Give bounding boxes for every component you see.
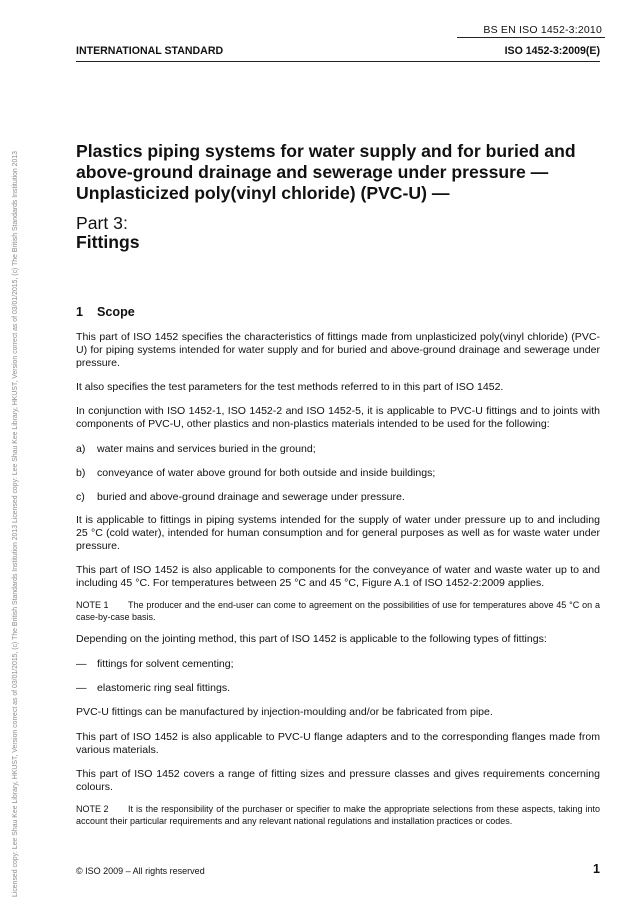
document-title [76, 141, 601, 204]
page-number: 1 [593, 862, 600, 876]
bs-standard-number: BS EN ISO 1452-3:2010 [483, 24, 602, 36]
dash-text: fittings for solvent cementing; [97, 658, 234, 670]
section-heading [76, 305, 135, 319]
list-text: buried and above-ground drainage and sewerage under pressure. [97, 491, 405, 503]
list-text: water mains and services buried in the ground; [97, 443, 316, 455]
dash-marker: — [76, 658, 87, 670]
paragraph-8: This part of ISO 1452 is also applicable to PVC-U flange adapters and to the corresponding flanges made from various materials. [76, 731, 600, 756]
dash-item-1 [76, 658, 600, 671]
copyright-footer: © ISO 2009 – All rights reserved [76, 866, 205, 876]
note-2 [76, 804, 600, 827]
license-watermark-text: Licensed copy: Lee Shau Kee Library, HKUST, Version correct as of 03/01/2015, (c) The British Standards Institution 2013 Licensed copy: Lee Shau Kee Library, HKUST, Version correct as of 03/01/2015, (c) The British Standards Institution 2013 [12, 150, 19, 897]
paragraph-9: This part of ISO 1452 covers a range of fitting sizes and pressure classes and gives requirements concerning colours. [76, 768, 600, 793]
note-text: It is the responsibility of the purchaser or specifier to make the appropriate selections from these aspects, taking into account their particular requirements and any relevant national regulations and installation practices or codes. [76, 804, 600, 826]
dash-item-2 [76, 682, 600, 695]
list-text: conveyance of water above ground for both outside and inside buildings; [97, 467, 436, 479]
standard-header-bar [76, 45, 600, 57]
paragraph-2: It also specifies the test parameters for the test methods referred to in this part of ISO 1452. [76, 381, 504, 393]
paragraph-1: This part of ISO 1452 specifies the characteristics of fittings made from unplasticized poly(vinyl chloride) (PVC-U) for piping systems intended for water supply and for buried and above-ground drainage and sewerage under pressure. [76, 331, 600, 369]
paragraph-4: It is applicable to fittings in piping systems intended for the supply of water under pressure up to and including 25 °C (cold water), intended for human consumption and for general purposes as well as for waste water under pressure. [76, 514, 600, 552]
note-text: The producer and the end-user can come to agreement on the possibilities of use for temperatures above 45 °C on a case-by-case basis. [76, 600, 600, 622]
paragraph-5: This part of ISO 1452 is also applicable to components for the conveyance of water and waste water up to and including 45 °C. For temperatures between 25 °C and 45 °C, Figure A.1 of ISO 1452-2:2009 applies. [76, 564, 600, 589]
list-marker: c) [76, 491, 85, 503]
iso-number: ISO 1452-3:2009(E) [504, 45, 600, 57]
note-label: NOTE 1 [76, 600, 109, 610]
part-label: Part 3: [76, 213, 128, 233]
standard-type: INTERNATIONAL STANDARD [76, 45, 224, 57]
note-label: NOTE 2 [76, 804, 109, 814]
part-name: Fittings [76, 232, 140, 252]
license-watermark [0, 0, 19, 903]
list-marker: a) [76, 443, 86, 455]
paragraph-6: Depending on the jointing method, this part of ISO 1452 is applicable to the following types of fittings: [76, 633, 547, 645]
paragraph-7: PVC-U fittings can be manufactured by injection-moulding and/or be fabricated from pipe. [76, 706, 493, 718]
section-number: 1 [76, 305, 84, 319]
title-line-1: Plastics piping systems for water supply and for buried and [76, 141, 576, 161]
standard-header-divider [76, 61, 600, 62]
list-marker: b) [76, 467, 86, 479]
paragraph-3: In conjunction with ISO 1452-1, ISO 1452-2 and ISO 1452-5, it is applicable to PVC-U fittings and to joints with components of PVC-U, other plastics and non-plastics materials intended to be used for the following: [76, 405, 600, 430]
dash-marker: — [76, 682, 87, 694]
list-item-a [76, 443, 600, 456]
section-title: Scope [97, 305, 135, 319]
list-item-b [76, 467, 600, 480]
title-line-2: above-ground drainage and sewerage under pressure — [76, 162, 549, 182]
header-divider [457, 37, 605, 38]
title-line-3: Unplasticized poly(vinyl chloride) (PVC-U) — [76, 183, 450, 203]
list-item-c [76, 491, 600, 504]
note-1 [76, 600, 600, 623]
dash-text: elastomeric ring seal fittings. [97, 682, 231, 694]
